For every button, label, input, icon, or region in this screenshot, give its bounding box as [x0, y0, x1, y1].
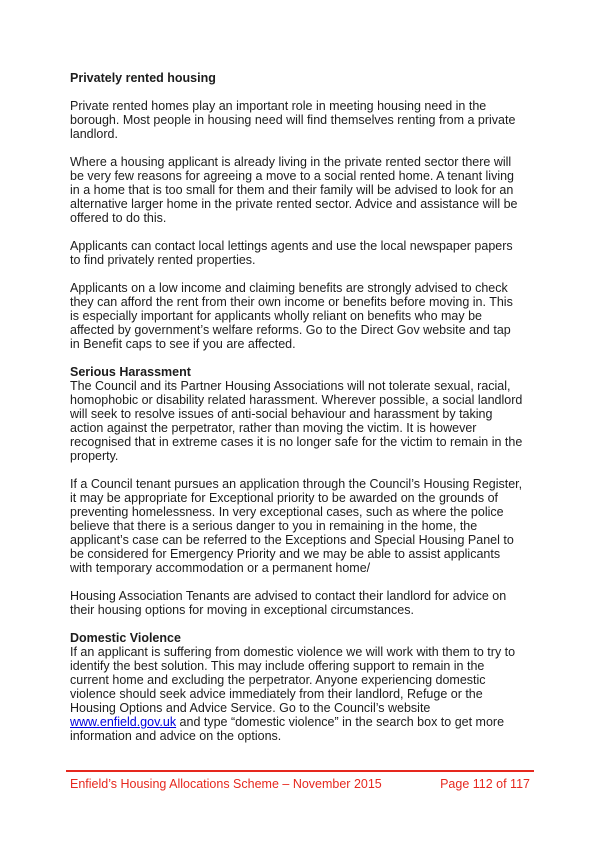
paragraph-violence-text-after: and type “domestic violence” in the search box to get more information and advice on the options.	[70, 715, 505, 743]
paragraph-violence	[70, 645, 523, 743]
section-heading-serious-harassment: Serious Harassment	[70, 365, 191, 379]
footer-page-number: Page 112 of 117	[440, 777, 530, 791]
paragraph-violence-text-before: If an applicant is suffering from domestic violence we will work with them to try to identify the best solution. This may include offering support to remain in the current home and excluding the perpetrator. Anyone experiencing domestic violence should seek advice immediately from their landlord, Refuge or the Housing Options and Advice Service. Go to the Council’s website	[70, 645, 516, 715]
paragraph-private-3: Applicants can contact local lettings agents and use the local newspaper papers to find privately rented properties.	[70, 239, 513, 267]
paragraph-private-4: Applicants on a low income and claiming benefits are strongly advised to check they can afford the rent from their own income or benefits before moving in. This is especially important for applicants wholly reliant on benefits who may be affected by government’s welfare reforms. Go to the Direct Gov website and tap in Benefit caps to see if you are affected.	[70, 281, 513, 351]
paragraph-harassment-2: If a Council tenant pursues an application through the Council’s Housing Register, it may be appropriate for Exceptional priority to be awarded on the grounds of preventing homelessness. In very exceptional cases, such as where the police believe that there is a serious danger to you in remaining in the home, the applicant’s case can be referred to the Exceptions and Special Housing Panel to be considered for Emergency Priority and we may be able to assist applicants with temporary accommodation or a permanent home/	[70, 477, 523, 575]
section-heading-privately-rented-housing: Privately rented housing	[70, 71, 216, 85]
enfield-website-link[interactable]: www.enfield.gov.uk	[70, 715, 177, 729]
footer-rule	[66, 770, 534, 772]
page-body	[70, 71, 523, 743]
paragraph-harassment-1: The Council and its Partner Housing Associations will not tolerate sexual, racial, homophobic or disability related harassment. Wherever possible, a social landlord will seek to resolve issues of anti-social behaviour and harassment by taking action against the perpetrator, rather than moving the victim. It is however recognised that in extreme cases it is no longer safe for the victim to remain in the property.	[70, 379, 523, 463]
paragraph-private-1: Private rented homes play an important role in meeting housing need in the borough. Most people in housing need will find themselves renting from a private landlord.	[70, 99, 516, 141]
page-footer	[70, 777, 530, 791]
section-heading-domestic-violence: Domestic Violence	[70, 631, 181, 645]
footer-document-title: Enfield’s Housing Allocations Scheme – November 2015	[70, 777, 382, 791]
paragraph-private-2: Where a housing applicant is already living in the private rented sector there will be very few reasons for agreeing a move to a social rented home. A tenant living in a home that is too small for them and their family will be advised to look for an alternative larger home in the private rented sector. Advice and assistance will be offered to do this.	[70, 155, 518, 225]
paragraph-harassment-3: Housing Association Tenants are advised to contact their landlord for advice on their housing options for moving in exceptional circumstances.	[70, 589, 507, 617]
